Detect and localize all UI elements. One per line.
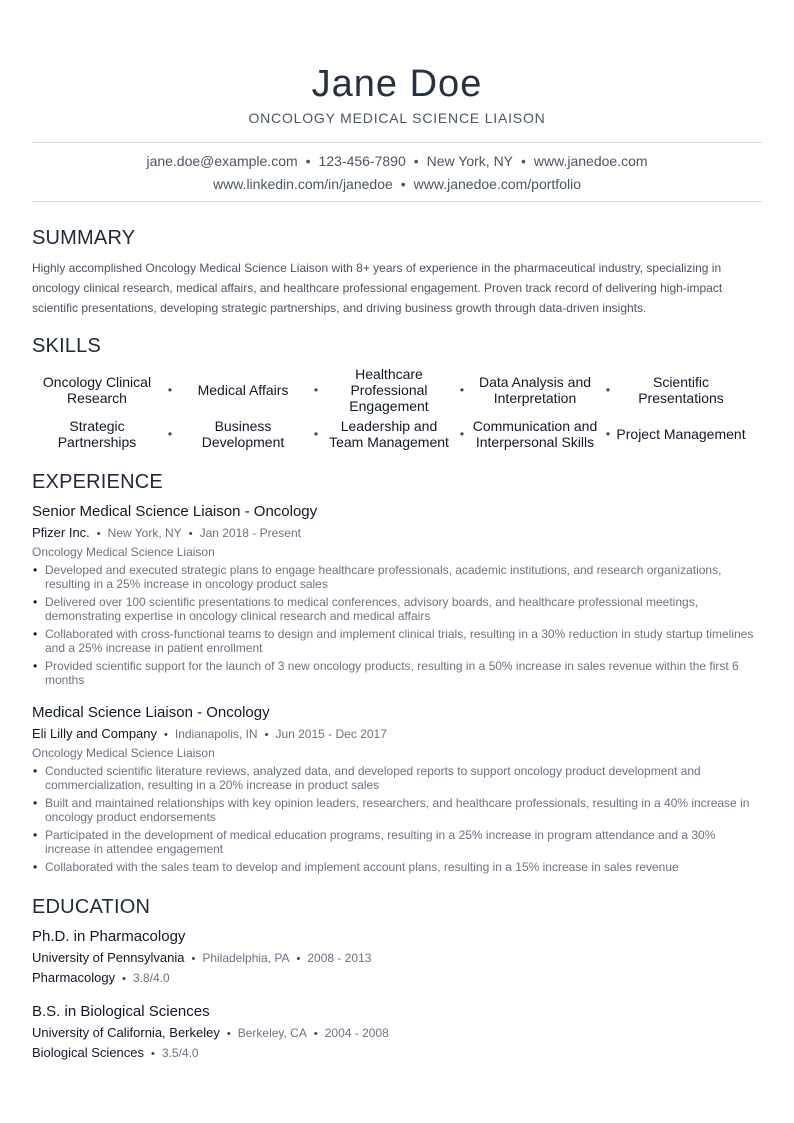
list-item: • Collaborated with cross-functional teams to design and implement clinical trials, resulting in a 30% reduction in study startup timelines and a 25% increase in patient enrollment	[32, 627, 762, 655]
separator-dot: •	[96, 528, 101, 540]
job-dates: Jun 2015 - Dec 2017	[275, 727, 387, 741]
separator-dot: •	[413, 153, 419, 169]
separator-dot: •	[605, 427, 611, 441]
degree-field-line	[32, 1045, 199, 1062]
contact-linkedin[interactable]: www.linkedin.com/in/janedoe	[213, 176, 393, 192]
list-item: • Delivered over 100 scientific presentations to medical conferences, advisory boards, and healthcare professional meetings, demonstrating expertise in oncology clinical research and medical affairs	[32, 595, 762, 623]
job-role: Oncology Medical Science Liaison	[32, 545, 215, 559]
skills-grid	[32, 366, 762, 458]
job-meta	[32, 726, 387, 743]
job-meta	[32, 525, 301, 542]
job-dates: Jan 2018 - Present	[199, 526, 301, 540]
skill-item: Scientific Presentations	[638, 374, 724, 406]
separator-dot: •	[313, 427, 319, 441]
list-item: • Collaborated with the sales team to develop and implement account plans, resulting in a 15% increase in sales revenue	[32, 860, 762, 874]
degree-field: Biological Sciences	[32, 1045, 145, 1060]
candidate-name: Jane Doe	[311, 63, 483, 105]
skill-item: Communication and Interpersonal Skills	[472, 418, 598, 450]
degree-title: Ph.D. in Pharmacology	[32, 928, 186, 945]
school-name: University of Pennsylvania	[32, 950, 185, 965]
candidate-title: ONCOLOGY MEDICAL SCIENCE LIAISON	[248, 110, 546, 126]
job-location: Indianapolis, IN	[174, 727, 258, 741]
skills-row	[32, 410, 762, 458]
list-item: • Conducted scientific literature reviews, analyzed data, and developed reports to support oncology product development and commercialization, resulting in a 20% increase in product sales	[32, 764, 762, 792]
separator-dot: •	[313, 383, 319, 397]
skills-row	[32, 366, 762, 414]
school-location: Berkeley, CA	[237, 1026, 307, 1040]
school-name: University of California, Berkeley	[32, 1025, 220, 1040]
skill-item: Project Management	[616, 426, 746, 442]
header-divider-top	[32, 142, 762, 143]
list-item: • Built and maintained relationships with key opinion leaders, researchers, and healthcare professionals, resulting in a 40% increase in oncology product endorsements	[32, 796, 762, 824]
education-heading: EDUCATION	[32, 896, 151, 918]
separator-dot: •	[296, 953, 301, 965]
degree-field: Pharmacology	[32, 970, 116, 985]
job-title: Senior Medical Science Liaison - Oncology	[32, 503, 318, 520]
separator-dot: •	[400, 176, 406, 192]
skill-item: Medical Affairs	[197, 382, 289, 398]
skill-item: Business Development	[201, 418, 285, 450]
separator-dot: •	[521, 153, 526, 169]
separator-dot: •	[264, 729, 269, 741]
skill-item: Strategic Partnerships	[57, 418, 137, 450]
contact-line-2	[32, 176, 762, 192]
degree-field-line	[32, 970, 170, 987]
list-item: • Participated in the development of medical education programs, resulting in a 25% increase in program attendance and a 30% increase in attendee engagement	[32, 828, 762, 856]
degree-gpa: 3.8/4.0	[132, 971, 170, 985]
separator-dot: •	[188, 528, 193, 540]
job-title: Medical Science Liaison - Oncology	[32, 704, 270, 721]
job-role: Oncology Medical Science Liaison	[32, 746, 215, 760]
summary-text: Highly accomplished Oncology Medical Science Liaison with 8+ years of experience in the pharmaceutical industry, specializing in oncology clinical research, medical affairs, and healthcare professional engagement. Proven track record of delivering high-impact scientific presentations, developing strategic partnerships, and driving business growth through data-driven insights.	[32, 261, 723, 315]
separator-dot: •	[459, 427, 465, 441]
separator-dot: •	[191, 953, 196, 965]
experience-heading: EXPERIENCE	[32, 471, 163, 493]
degree-meta	[32, 950, 371, 967]
separator-dot: •	[164, 729, 168, 741]
separator-dot: •	[305, 153, 311, 169]
degree-dates: 2008 - 2013	[307, 951, 372, 965]
contact-line-1	[32, 153, 762, 169]
separator-dot: •	[226, 1028, 231, 1040]
separator-dot: •	[459, 383, 465, 397]
contact-website[interactable]: www.janedoe.com	[533, 153, 648, 169]
job-bullets	[32, 764, 762, 878]
skills-heading: SKILLS	[32, 335, 102, 357]
header-divider-bottom	[32, 201, 762, 202]
job-company: Pfizer Inc.	[32, 525, 90, 540]
job-bullets	[32, 563, 762, 691]
summary-heading: SUMMARY	[32, 227, 136, 249]
list-item: • Developed and executed strategic plans to engage healthcare professionals, academic institutions, and research organizations, resulting in a 25% increase in oncology product sales	[32, 563, 762, 591]
school-location: Philadelphia, PA	[202, 951, 290, 965]
separator-dot: •	[167, 427, 173, 441]
separator-dot: •	[605, 383, 611, 397]
contact-email[interactable]: jane.doe@example.com	[146, 153, 298, 169]
separator-dot: •	[151, 1048, 155, 1060]
skill-item: Leadership and Team Management	[329, 418, 449, 450]
separator-dot: •	[167, 383, 173, 397]
degree-dates: 2004 - 2008	[324, 1026, 389, 1040]
list-item: • Provided scientific support for the launch of 3 new oncology products, resulting in a 50% increase in sales revenue within the first 6 months	[32, 659, 762, 687]
contact-portfolio[interactable]: www.janedoe.com/portfolio	[413, 176, 581, 192]
contact-location: New York, NY	[426, 153, 514, 169]
degree-gpa: 3.5/4.0	[161, 1046, 199, 1060]
degree-title: B.S. in Biological Sciences	[32, 1003, 210, 1020]
degree-meta	[32, 1025, 389, 1042]
separator-dot: •	[313, 1028, 318, 1040]
contact-phone[interactable]: 123-456-7890	[318, 153, 406, 169]
skill-item: Data Analysis and Interpretation	[478, 374, 592, 406]
skill-item: Oncology Clinical Research	[42, 374, 152, 406]
skill-item: Healthcare Professional Engagement	[349, 366, 429, 414]
separator-dot: •	[122, 973, 126, 985]
job-location: New York, NY	[107, 526, 182, 540]
job-company: Eli Lilly and Company	[32, 726, 158, 741]
